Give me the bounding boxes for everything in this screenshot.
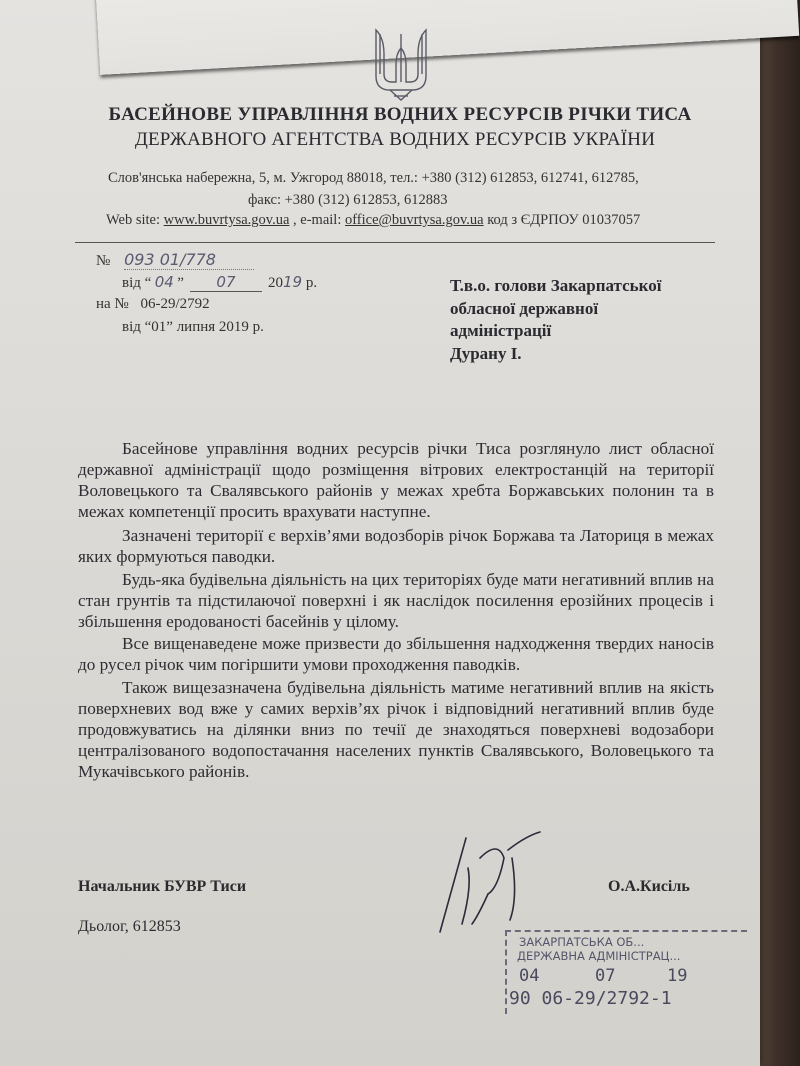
signatory-title: Начальник БУВР Тиси (78, 878, 247, 895)
org-title-line2: ДЕРЖАВНОГО АГЕНТСТВА ВОДНИХ РЕСУРСІВ УКРАЇНИ (134, 129, 656, 150)
stamp-year: 19 (667, 966, 688, 986)
reply-label: на № (96, 296, 129, 312)
stamp-number: 90 06-29/2792-1 (509, 988, 672, 1009)
stamp-day: 04 (519, 966, 540, 986)
addressee-block (450, 275, 661, 365)
web-contact-line (106, 212, 640, 229)
website-link[interactable]: www.buvrtysa.gov.ua (163, 212, 290, 228)
stamp-org-line2: ДЕРЖАВНА АДМІНІСТРАЦ... (517, 949, 681, 963)
date-quote-close: ” (177, 275, 184, 291)
addressee-line4: Дурану І. (450, 343, 522, 363)
body-paragraph-5: Також вищезазначена будівельна діяльність матиме негативний вплив на якість поверхневих вод вже у самих верхів’ях річок і відповідний негативний вплив буде продовжуватись на ділянки вниз по течії де знаходяться поверхневі водозабори централізованого водопостачання населених пунктів Свалявського, Воловецького та Мукачівського районів. (78, 678, 714, 781)
signatory-name: О.А.Кисіль (608, 878, 690, 895)
address-line1: Слов'янська набережна, 5, м. Ужгород 88018, тел.: +380 (312) 612853, 612741, 612785, (108, 170, 639, 186)
reply-number: 06-29/2792 (140, 296, 210, 312)
date-day: 04 (154, 273, 174, 291)
body-paragraph-1: Басейнове управління водних ресурсів річки Тиса розглянуло лист обласної державної адміністрації щодо розміщення вітрових електростанцій на території Воловецького та Свалявського районів у межах хребта Боржавських полонин та в межах компетенції просить врахувати наступне. (78, 439, 714, 521)
addressee-line1: Т.в.о. голови Закарпатської (450, 276, 662, 295)
email-link[interactable]: office@buvrtysa.gov.ua (344, 212, 484, 228)
reply-number-row (96, 296, 210, 313)
letterhead-divider (75, 242, 715, 243)
addressee-line3: адміністрації (450, 321, 552, 340)
outgoing-number: 093 01/778 (124, 250, 254, 270)
org-title-line1: БАСЕЙНОВЕ УПРАВЛІННЯ ВОДНИХ РЕСУРСІВ РІЧКИ ТИСА (108, 104, 692, 125)
date-suffix: р. (302, 275, 318, 291)
date-year: 19 (282, 273, 303, 291)
body-paragraph-4: Все вищенаведене може призвести до збільшення надходження твердих наносів до русел річок чим погіршити умови проходження паводків. (78, 634, 714, 674)
executor-info: Дьолог, 612853 (78, 918, 181, 935)
address-line2: факс: +380 (312) 612853, 612883 (248, 192, 448, 208)
date-year-prefix: 20 (267, 275, 283, 291)
outgoing-number-row (96, 250, 254, 270)
edrpou-code: код з ЄДРПОУ 01037057 (483, 212, 641, 228)
incoming-registration-stamp (505, 930, 747, 1014)
handwritten-signature (428, 828, 548, 938)
date-from-label: від “ (122, 275, 152, 291)
addressee-line2: обласної державної (450, 298, 599, 318)
stamp-org-line1: ЗАКАРПАТСЬКА ОБ... (519, 935, 645, 949)
date-month: 07 (190, 273, 262, 292)
stamp-month: 07 (595, 966, 616, 986)
body-paragraph-3: Будь-яка будівельна діяльність на цих територіях буде мати негативний вплив на стан грунтів та підстилаючої поверхні і як наслідок посилення ерозійних процесів і збільшення еродованості басейнів у цілому. (78, 570, 714, 631)
number-label: № (96, 253, 111, 269)
folded-paper-flap (95, 0, 799, 75)
email-prefix: , e-mail: (289, 212, 345, 228)
body-paragraph-2: Зазначені території є верхів’ями водозборів річок Боржава та Латориця в межах яких формуються паводки. (78, 526, 714, 566)
reply-date-row: від “01” липня 2019 р. (122, 319, 264, 335)
trident-icon (368, 24, 434, 104)
outgoing-date-row (122, 273, 317, 292)
web-prefix: Web site: (106, 212, 164, 228)
